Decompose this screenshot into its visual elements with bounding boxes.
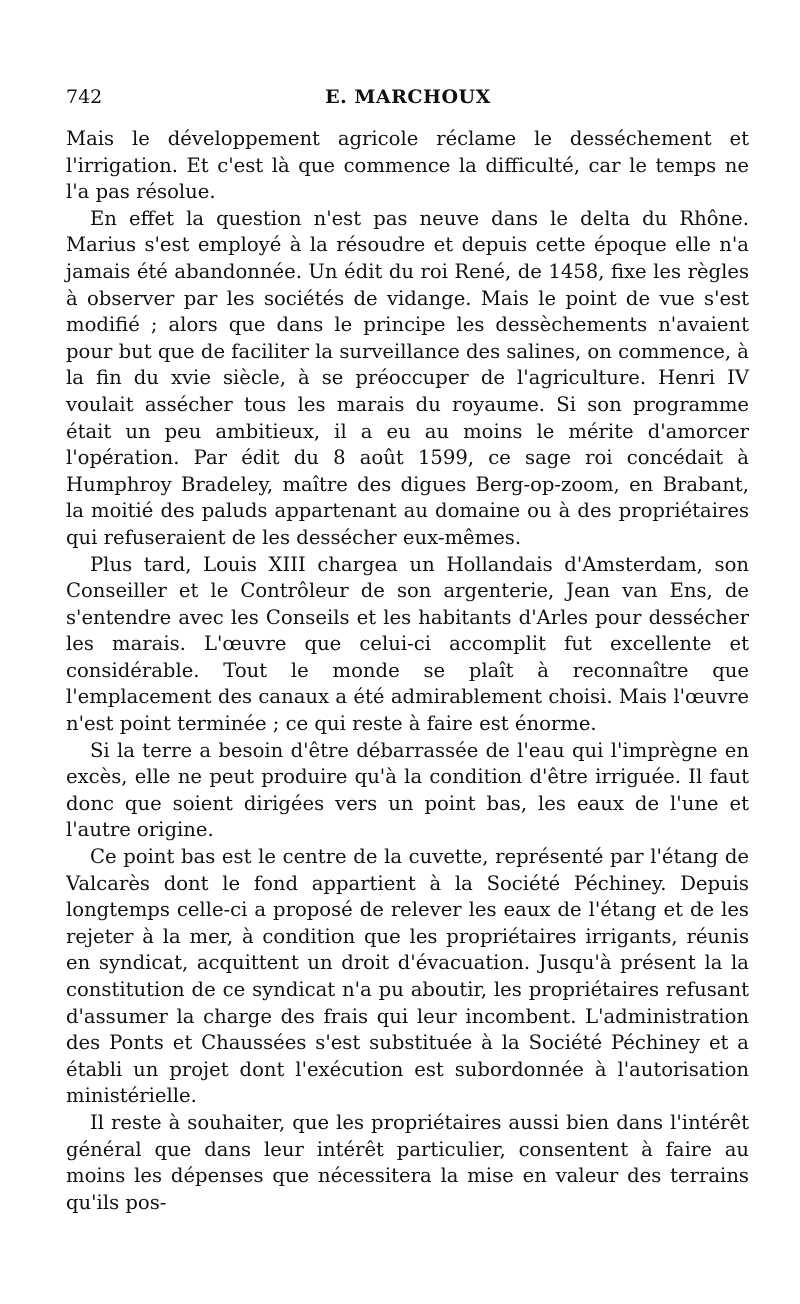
paragraph-history-drainage: En effet la question n'est pas neuve dans le delta du Rhône. Marius s'est employé à la résoudre et depuis cette époque elle n'a jamais été abandonnée. Un édit du roi René, de 1458, fixe les règles à observer par les sociétés de vidange. Mais le point de vue s'est modifié ; alors que dans le principe les dessèchements n'avaient pour but que de faciliter la surveillance des salines, on commence, à la fin du xvie siècle, à se préoccuper de l'agriculture. Henri IV voulait assécher tous les marais du royaume. Si son programme était un peu ambitieux, il a eu au moins le mérite d'amorcer l'opération. Par édit du 8 août 1599, ce sage roi concédait à Humphroy Bradeley, maître des digues Berg-op-zoom, en Brabant, la moitié des paluds appartenant au domaine ou à des propriétaires qui refuseraient de les dessécher eux-mêmes. [66,206,749,549]
paragraph-louis-xiii: Plus tard, Louis XIII chargea un Hollandais d'Amsterdam, son Conseiller et le Contrôleur de son argenterie, Jean van Ens, de s'entendre avec les Conseils et les habitants d'Arles pour dessécher les marais. L'œuvre que celui-ci accomplit fut excellente et considérable. Tout le monde se plaît à reconnaître que l'emplacement des canaux a été admirablement choisi. Mais l'œuvre n'est point terminée ; ce qui reste à faire est énorme. [66,552,749,736]
page-header [66,86,750,112]
paragraph-valcares: Ce point bas est le centre de la cuvette, représenté par l'étang de Valcarès dont le fond appartient à la Société Péchiney. Depuis longtemps celle-ci a proposé de relever les eaux de l'étang et de les rejeter à la mer, à condition que les propriétaires irrigants, réunis en syndicat, acquittent un droit d'évacuation. Jusqu'à présent la la constitution de ce syndicat n'a pu aboutir, les propriétaires refusant d'assumer la charge des frais qui leur incombent. L'administration des Ponts et Chaussées s'est substituée à la Société Péchiney et a établi un projet dont l'exécution est subordonnée à l'autorisation ministérielle. [66,845,749,1108]
body-text [66,126,749,1216]
paragraph-drainage-irrigation: Mais le développement agricole réclame le desséchement et l'irrigation. Et c'est là que commence la difficulté, car le temps ne l'a pas résolue. [66,127,749,204]
page-number: 742 [66,86,103,108]
paragraph-irrigation-condition: Si la terre a besoin d'être débarrassée de l'eau qui l'imprègne en excès, elle ne peut produire qu'à la condition d'être irriguée. Il faut donc que soient dirigées vers un point bas, les eaux de l'une et l'autre origine. [66,738,749,842]
running-title: E. MARCHOUX [325,86,491,108]
paragraph-conclusion: Il reste à souhaiter, que les propriétaires aussi bien dans l'intérêt général que dans leur intérêt particulier, consentent à faire au moins les dépenses que nécessitera la mise en valeur des terrains qu'ils pos- [66,1110,749,1214]
